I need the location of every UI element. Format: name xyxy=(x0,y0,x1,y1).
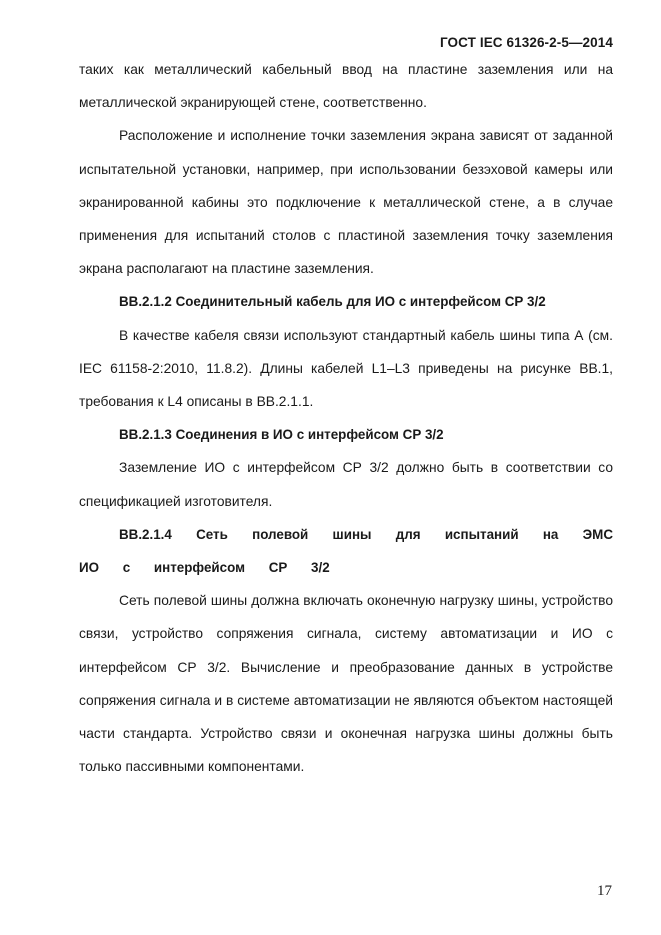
document-body xyxy=(79,53,613,783)
paragraph-grounding-point: Расположение и исполнение точки заземления экрана зависят от заданной испытательной установки, например, при использовании безэховой камеры или экранированной кабины это подключение к металлической стене, а в случае применения для испытаний столов с пластиной заземления точку заземления экрана располагают на пластине заземления. xyxy=(79,128,613,277)
section-heading-bb213: ВВ.2.1.3 Соединения в ИО с интерфейсом СР 3/2 xyxy=(119,427,444,443)
paragraph-connection-cable: В качестве кабеля связи используют стандартный кабель шины типа А (см. IEC 61158-2:2010, 11.8.2). Длины кабелей L1–L3 приведены на рисунке ВВ.1, требования к L4 описаны в ВВ.2.1.1. xyxy=(79,327,613,410)
page-number: 17 xyxy=(597,883,612,899)
section-heading-bb212: ВВ.2.1.2 Соединительный кабель для ИО с интерфейсом СР 3/2 xyxy=(119,294,546,310)
standard-code-header: ГОСТ IEC 61326-2-5—2014 xyxy=(439,35,613,50)
paragraph-fieldbus-network: Сеть полевой шины должна включать оконечную нагрузку шины, устройство связи, устройство сопряжения сигнала, систему автоматизации и ИО с интерфейсом СР 3/2. Вычисление и преобразование данных в устройстве сопряжения сигнала и в системе автоматизации не являются объектом настоящей части стандарта. Устройство связи и оконечная нагрузка шины должны быть только пассивными компонентами. xyxy=(79,593,613,775)
paragraph-continued: таких как металлический кабельный ввод на пластине заземления или на металлической экранирующей стене, соответственно. xyxy=(79,62,613,111)
paragraph-grounding-io: Заземление ИО с интерфейсом СР 3/2 должно быть в соответствии со спецификацией изготовителя. xyxy=(79,460,613,509)
section-heading-bb214: ВВ.2.1.4 Сеть полевой шины для испытаний на ЭМС ИО с интерфейсом СР 3/2 xyxy=(79,526,613,576)
